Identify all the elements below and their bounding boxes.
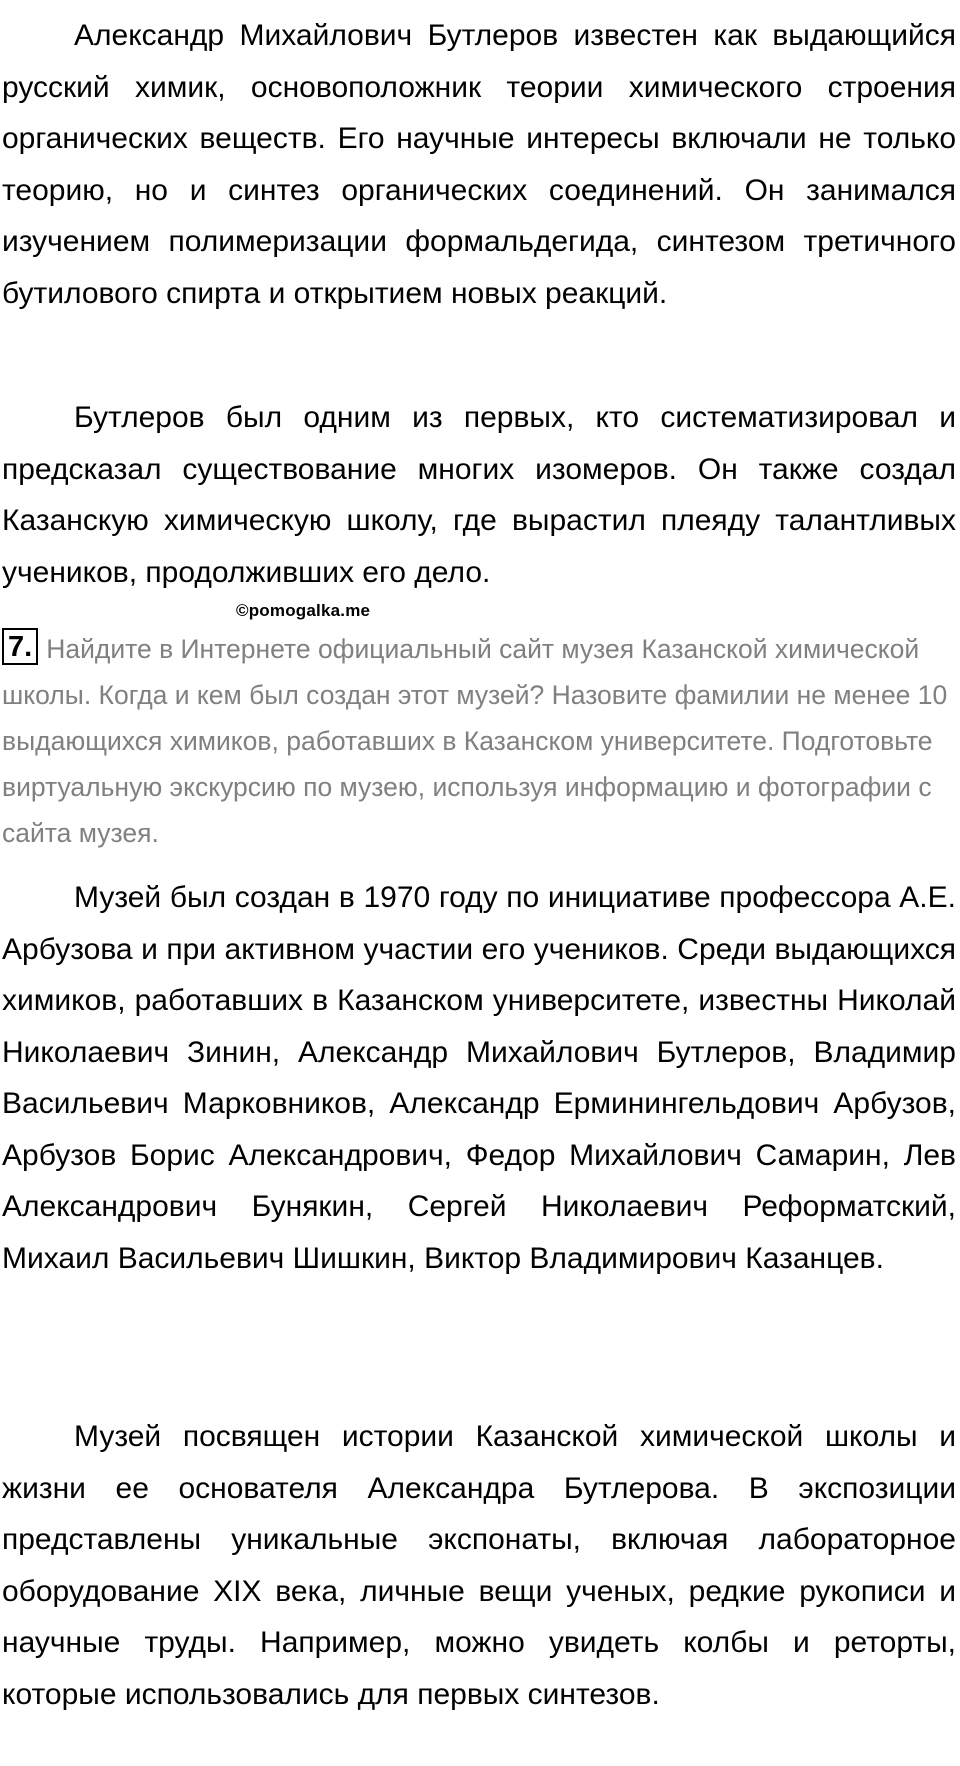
paragraph-museum-creation: Музей был создан в 1970 году по инициативе профессора А.Е. Арбузова и при активном участии его учеников. Среди выдающихся химиков, работавших в Казанском университете, известны Николай Николаевич Зинин, Александр Михайлович Бутлеров, Владимир Васильевич Марковников, Александр Ерминингельдович Арбузов, Арбузов Борис Александрович, Федор Михайлович Самарин, Лев Александрович Бунякин, Сергей Николаевич Реформатский, Михаил Васильевич Шишкин, Виктор Владимирович Казанцев. (2, 881, 956, 1275)
paragraph-butlerov-intro: Александр Михайлович Бутлеров известен как выдающийся русский химик, основоположник теории химического строения органических веществ. Его научные интересы включали не только теорию, но и синтез органических соединений. Он занимался изучением полимеризации формальдегида, синтезом третичного бутилового спирта и открытием новых реакций. (2, 19, 956, 310)
paragraph-butlerov-isomers: Бутлеров был одним из первых, кто систематизировал и предсказал существование многих изомеров. Он также создал Казанскую химическую школу, где вырастил плеяду талантливых учеников, продолживших его дело. (2, 401, 956, 589)
task-text: Найдите в Интернете официальный сайт музея Казанской химической школы. Когда и кем был создан этот музей? Назовите фамилии не менее 10 выдающихся химиков, работавших в Казанском университете. Подготовьте виртуальную экскурсию по музею, используя информацию и фотографии с сайта музея. (2, 634, 948, 848)
paragraph-museum-exhibits: Музей посвящен истории Казанской химической школы и жизни ее основателя Александра Бутлерова. В экспозиции представлены уникальные экспонаты, включая лабораторное оборудование XIX века, личные вещи ученых, редкие рукописи и научные труды. Например, можно увидеть колбы и реторты, которые использовались для первых синтезов. (2, 1420, 956, 1711)
watermark: ©pomogalka.me (236, 601, 371, 620)
task-number: 7. (2, 628, 38, 665)
task-block (2, 626, 956, 856)
